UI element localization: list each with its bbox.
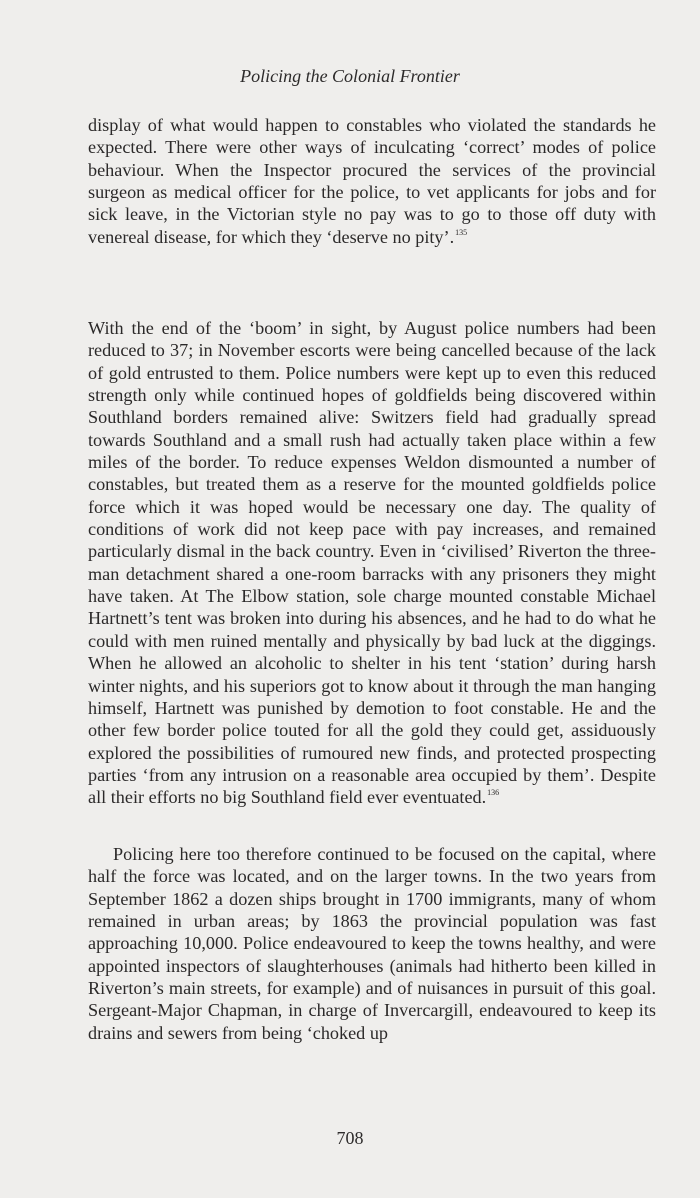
running-head: Policing the Colonial Frontier bbox=[240, 66, 460, 86]
paragraph-3-text: Policing here too therefore continued to be focused on the capital, where half the force was located, and on the larger towns. In the two years from September 1862 a dozen ships brought in 1700 immigrants, many of whom remained in urban areas; by 1863 the provincial population was fast approaching 10,000. Police endeavoured to keep the towns healthy, and were appointed inspectors of slaughterhouses (animals had hitherto been killed in Riverton’s main streets, for example) and of nuisances in pursuit of this goal. Sergeant-Major Chapman, in charge of Invercargill, endeavoured to keep its drains and sewers from being ‘choked up bbox=[88, 844, 656, 1043]
page-number: 708 bbox=[336, 1128, 364, 1148]
paragraph-1-text: display of what would happen to constables who violated the standards he expected. There were other ways of inculcating ‘correct’ modes of police behaviour. When the Inspector procured the services of the provincial surgeon as medical officer for the police, to vet applicants for jobs and for sick leave, in the Victorian style no pay was to go to those off duty with venereal disease, for which they ‘deserve no pity’. bbox=[88, 115, 656, 247]
paragraph-3 bbox=[88, 843, 656, 1044]
footnote-marker-136: 136 bbox=[487, 788, 500, 798]
paragraph-1 bbox=[88, 114, 656, 248]
footnote-marker-135: 135 bbox=[455, 227, 468, 237]
paragraph-2 bbox=[88, 317, 656, 809]
paragraph-2-text: With the end of the ‘boom’ in sight, by August police numbers had been reduced to 37; in November escorts were being cancelled because of the lack of gold entrusted to them. Police numbers were kept up to even this reduced strength only while continued hopes of goldfields being discovered within Southland borders remained alive: Switzers field had gradually spread towards Southland and a small rush had actually taken place within a few miles of the border. To reduce expenses Weldon dismounted a number of constables, but treated them as a reserve for the mounted goldfields police force which it was hoped would be necessary one day. The quality of conditions of work did not keep pace with pay increases, and remained particularly dismal in the back country. Even in ‘civilised’ Riverton the three-man detachment shared a one-room barracks with any prisoners they might have taken. At The Elbow station, sole charge mounted constable Michael Hartnett’s tent was broken into during his absences, and he had to do what he could with men ruined mentally and physically by bad luck at the diggings. When he allowed an alcoholic to shelter in his tent ‘station’ during harsh winter nights, and his superiors got to know about it through the man hanging himself, Hartnett was punished by demotion to foot constable. He and the other few border police touted for all the gold they could get, assiduously explored the possibilities of rumoured new finds, and protected prospecting parties ‘from any intrusion on a reasonable area occupied by them’. Despite all their efforts no big Southland field ever eventuated. bbox=[88, 318, 656, 808]
